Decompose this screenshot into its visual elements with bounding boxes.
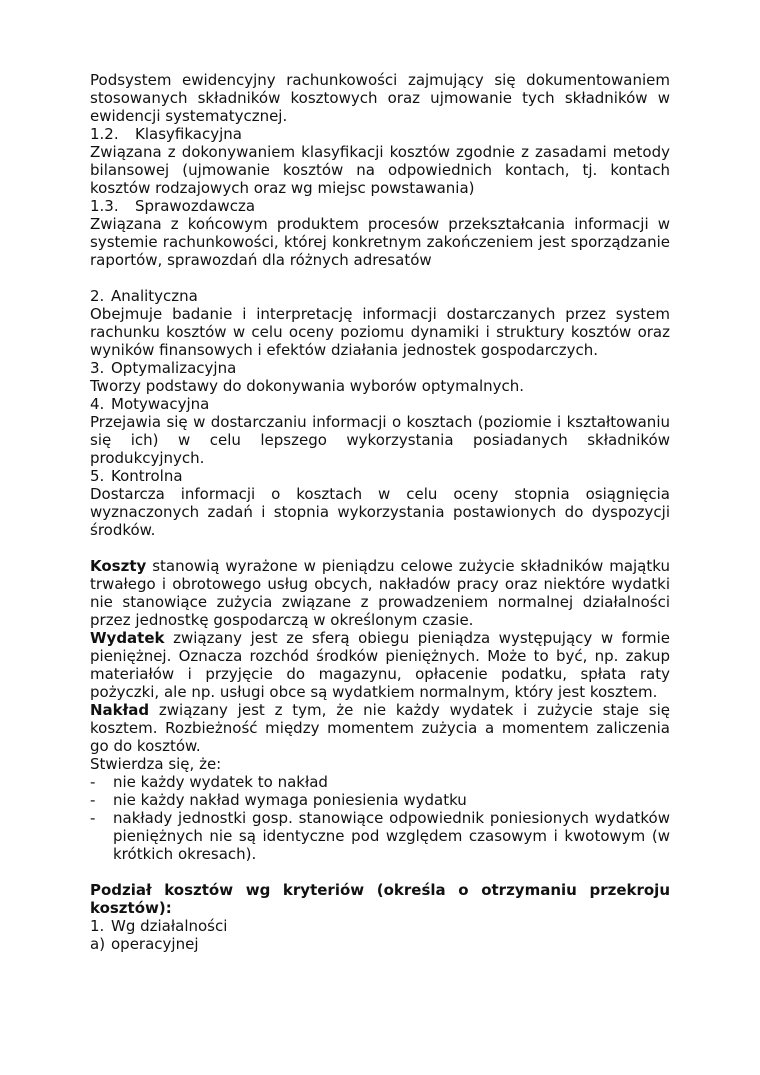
bullet-dash: -	[90, 791, 96, 809]
wydatek-term: Wydatek	[90, 629, 165, 647]
bullet-dash: -	[90, 809, 96, 827]
item-title: operacyjnej	[111, 935, 199, 953]
section-heading-1-2	[90, 125, 670, 143]
section-text-4: Przejawia się w dostarczaniu informacji o kosztach (poziomie i kształtowaniu się ich) w celu lepszego wykorzystania posiadanych składników produkcyjnych.	[90, 413, 670, 467]
wydatek-definition	[90, 629, 670, 701]
section-number: 2.	[90, 287, 105, 305]
section-title: Klasyfikacyjna	[135, 125, 242, 143]
section-title: Kontrolna	[111, 467, 183, 485]
item-title: Wg działalności	[111, 917, 228, 935]
naklad-term: Nakład	[90, 701, 150, 719]
section-title: Optymalizacyjna	[111, 359, 237, 377]
koszty-term: Koszty	[90, 557, 147, 575]
podzial-item-1	[90, 917, 670, 935]
blank-line	[90, 863, 670, 881]
section-text-1-2: Związana z dokonywaniem klasyfikacji kosztów zgodnie z zasadami metody bilansowej (ujmowanie kosztów na odpowiednich kontach, tj. kontach kosztów rodzajowych oraz wg miejsc powstawania)	[90, 143, 670, 197]
section-heading-4	[90, 395, 670, 413]
koszty-text: stanowią wyrażone w pieniądzu celowe zużycie składników majątku trwałego i obrotowego usług obcych, nakładów pracy oraz niektóre wydatki nie stanowiące zużycia związane z prowadzeniem normalnej działalności przez jednostkę gospodarczą w określonym czasie.	[90, 557, 670, 629]
item-letter: a)	[90, 935, 106, 953]
section-title: Sprawozdawcza	[135, 197, 256, 215]
podzial-heading	[90, 881, 670, 917]
naklad-definition	[90, 701, 670, 755]
section-title: Motywacyjna	[111, 395, 210, 413]
intro-paragraph: Podsystem ewidencyjny rachunkowości zajmujący się dokumentowaniem stosowanych składników kosztowych oraz ujmowanie tych składników w ewidencji systematycznej.	[90, 71, 670, 125]
naklad-text: związany jest z tym, że nie każdy wydatek i zużycie staje się kosztem. Rozbieżność między momentem zużycia a momentem zaliczenia go do kosztów.	[90, 701, 670, 755]
list-item	[90, 773, 670, 791]
blank-line	[90, 269, 670, 287]
section-number: 1.3.	[90, 197, 119, 215]
section-heading-2	[90, 287, 670, 305]
list-item-text: nie każdy nakład wymaga poniesienia wydatku	[113, 791, 467, 809]
koszty-definition	[90, 557, 670, 629]
section-title: Analityczna	[111, 287, 198, 305]
section-text-3: Tworzy podstawy do dokonywania wyborów optymalnych.	[90, 377, 525, 395]
blank-line	[90, 539, 670, 557]
section-heading-1-3	[90, 197, 670, 215]
list-item	[90, 791, 670, 809]
section-heading-5	[90, 467, 670, 485]
wydatek-text: związany jest ze sferą obiegu pieniądza występujący w formie pieniężnej. Oznacza rozchód środków pieniężnych. Może to być, np. zakup materiałów i przyjęcie do magazynu, opłacenie podatku, spłata raty pożyczki, ale np. usługi obce są wydatkiem normalnym, który jest kosztem.	[90, 629, 670, 701]
bullet-dash: -	[90, 773, 96, 791]
section-text-2: Obejmuje badanie i interpretację informacji dostarczanych przez system rachunku kosztów w celu oceny poziomu dynamiki i struktury kosztów oraz wyników finansowych i efektów działania jednostek gospodarczych.	[90, 305, 670, 359]
list-item-text: nie każdy wydatek to nakład	[113, 773, 328, 791]
item-number: 1.	[90, 917, 105, 935]
list-item	[90, 809, 670, 863]
stwierdza-line: Stwierdza się, że:	[90, 755, 222, 773]
document-page	[90, 71, 670, 953]
section-number: 5.	[90, 467, 105, 485]
section-heading-3	[90, 359, 670, 377]
section-number: 4.	[90, 395, 105, 413]
section-text-5: Dostarcza informacji o kosztach w celu oceny stopnia osiągnięcia wyznaczonych zadań i stopnia wykorzystania postawionych do dyspozycji środków.	[90, 485, 670, 539]
section-text-1-3: Związana z końcowym produktem procesów przekształcania informacji w systemie rachunkowości, której konkretnym zakończeniem jest sporządzanie raportów, sprawozdań dla różnych adresatów	[90, 215, 670, 269]
list-item-text: nakłady jednostki gosp. stanowiące odpowiednik poniesionych wydatków pieniężnych nie są identyczne pod względem czasowym i kwotowym (w krótkich okresach).	[113, 809, 670, 863]
section-number: 1.2.	[90, 125, 119, 143]
podzial-heading-text: Podział kosztów wg kryteriów (określa o otrzymaniu przekroju kosztów):	[90, 881, 670, 917]
section-number: 3.	[90, 359, 105, 377]
podzial-item-a	[90, 935, 670, 953]
